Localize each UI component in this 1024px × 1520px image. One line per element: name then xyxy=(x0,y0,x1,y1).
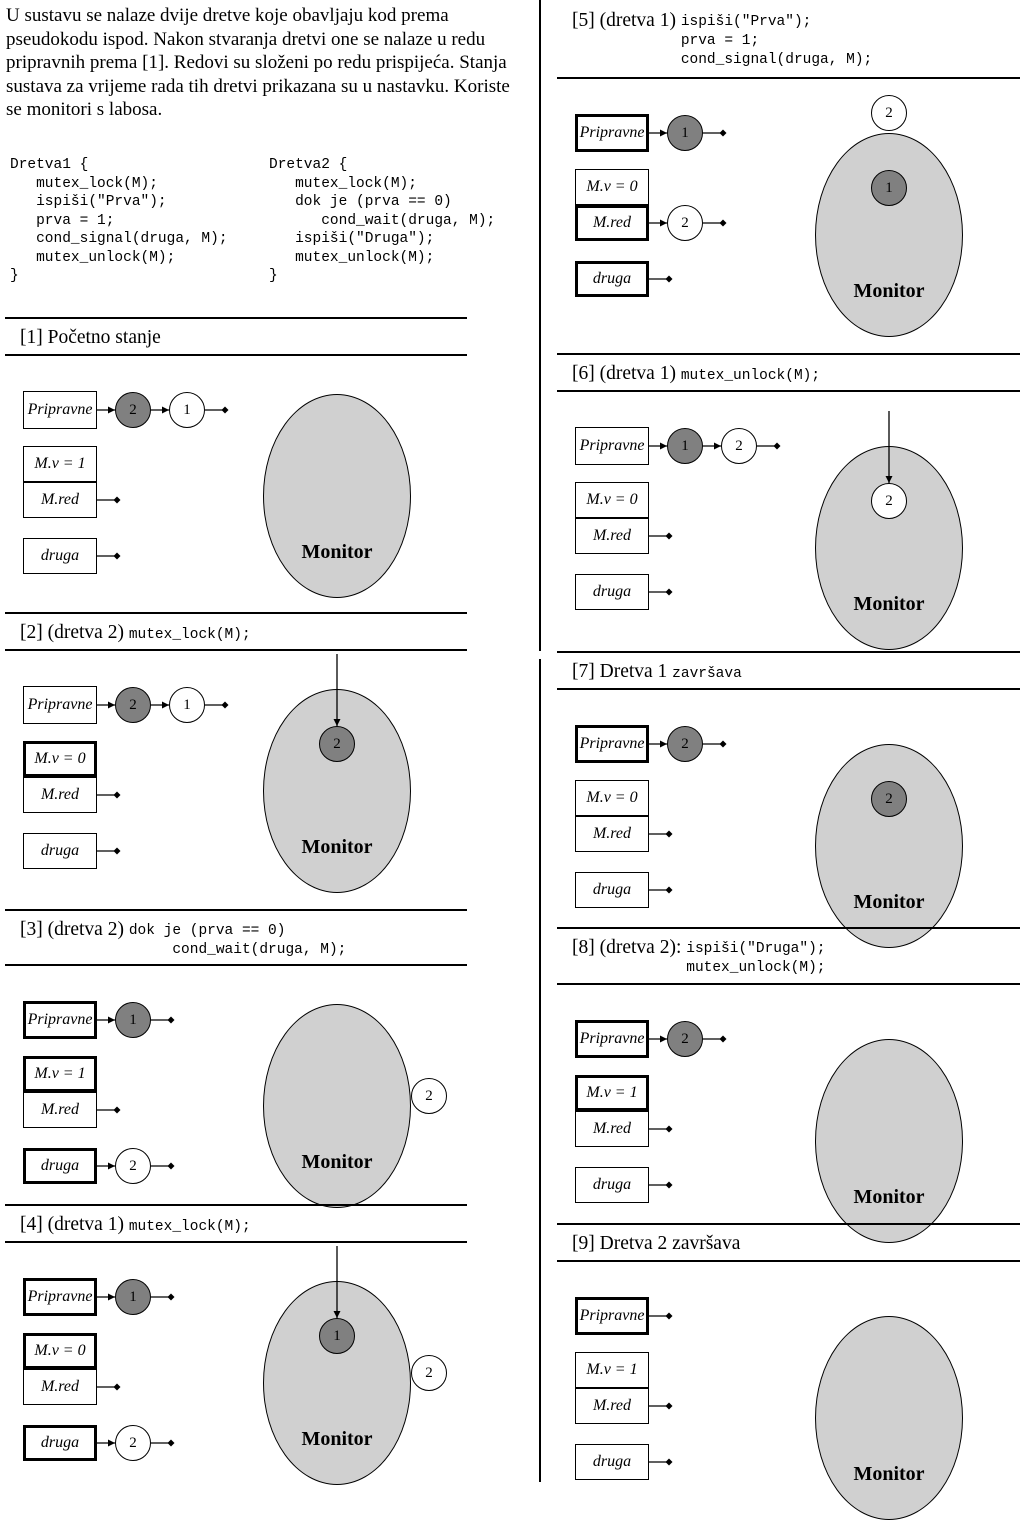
step-4-top-rule xyxy=(5,1204,467,1206)
step-3-pripravne-box: Pripravne xyxy=(23,1001,97,1039)
step-2-mred-box: M.red xyxy=(23,777,97,813)
step-6-pripravne-box: Pripravne xyxy=(575,427,649,465)
step-6-pripravne-thread-2: 2 xyxy=(721,428,757,464)
step-7-title-text: [7] Dretva 1 xyxy=(572,661,673,682)
step-9-title xyxy=(572,1233,740,1255)
step-4-header-rule xyxy=(5,1241,467,1243)
step-5-pripravne-box: Pripravne xyxy=(575,114,649,152)
step-6-top-rule xyxy=(557,353,1020,355)
step-5-pripravne-end xyxy=(697,127,729,139)
step-7-pripravne-end xyxy=(697,738,729,750)
step-4-title-text: [4] (dretva 1) xyxy=(20,1214,129,1235)
step-7-monitor-thread-2: 2 xyxy=(871,781,907,817)
column-divider-top xyxy=(539,0,541,651)
step-5-monitor-label: Monitor xyxy=(853,280,925,302)
step-3-monitor xyxy=(263,1004,411,1208)
step-3-druga-box: druga xyxy=(23,1148,97,1184)
step-1-druga-box: druga xyxy=(23,538,97,574)
step-8-druga-box: druga xyxy=(575,1167,649,1203)
step-8-title-text: [8] (dretva 2): xyxy=(572,937,687,958)
step-2-monitor-thread-2: 2 xyxy=(319,726,355,762)
step-4-pripravne-thread-1: 1 xyxy=(115,1279,151,1315)
step-1-title-text: [1] Početno stanje xyxy=(20,327,161,348)
step-8-mred-end xyxy=(643,1123,675,1135)
step-5-title xyxy=(572,10,872,70)
step-4-pripravne-end xyxy=(145,1291,177,1303)
step-8-pripravne-thread-2: 2 xyxy=(667,1021,703,1057)
step-9-pripravne-end xyxy=(643,1310,675,1322)
step-2-mred-end xyxy=(91,789,123,801)
step-5-mv-box: M.v = 0 xyxy=(575,169,649,205)
step-3-mred-end xyxy=(91,1104,123,1116)
step-6-mv-box: M.v = 0 xyxy=(575,482,649,518)
step-8-mred-box: M.red xyxy=(575,1111,649,1147)
step-2-top-rule xyxy=(5,612,467,614)
step-7-druga-box: druga xyxy=(575,872,649,908)
step-7-pripravne-box: Pripravne xyxy=(575,725,649,763)
step-1-mred-box: M.red xyxy=(23,482,97,518)
step-9-pripravne-box: Pripravne xyxy=(575,1297,649,1335)
step-4-waiting-thread-2: 2 xyxy=(411,1355,447,1391)
step-4-enter-arrow xyxy=(331,1240,343,1324)
step-8-pripravne-end xyxy=(697,1033,729,1045)
step-3-title-text: [3] (dretva 2) xyxy=(20,919,129,940)
step-2-header-rule xyxy=(5,649,467,651)
step-3-title-code: dok je (prva == 0) cond_wait(druga, M); xyxy=(128,923,347,958)
step-3-druga-end xyxy=(145,1160,177,1172)
step-9-mred-end xyxy=(643,1400,675,1412)
step-6-druga-box: druga xyxy=(575,574,649,610)
step-2-druga-end xyxy=(91,845,123,857)
step-3-top-rule xyxy=(5,909,467,911)
column-divider-bottom xyxy=(539,659,541,1482)
step-7-monitor-label: Monitor xyxy=(853,891,925,913)
step-2-druga-box: druga xyxy=(23,833,97,869)
step-8-monitor-label: Monitor xyxy=(853,1186,925,1208)
step-5-header-rule xyxy=(557,77,1020,79)
code-dretva1: Dretva1 { mutex_lock(M); ispiši("Prva"); prva = 1; cond_signal(druga, M); mutex_unlock(M); } xyxy=(10,157,228,284)
step-3-pripravne-end xyxy=(145,1014,177,1026)
step-5-druga-end xyxy=(643,273,675,285)
step-7-title xyxy=(572,661,742,685)
step-1-title xyxy=(20,327,161,349)
step-6-mred-end xyxy=(643,530,675,542)
step-5-monitor-thread-1: 1 xyxy=(871,170,907,206)
step-4-monitor-label: Monitor xyxy=(301,1428,373,1450)
step-8-header-rule xyxy=(557,983,1020,985)
step-5-title-code: ispiši("Prva"); prva = 1; cond_signal(druga, M); xyxy=(680,14,873,68)
step-4-title-code: mutex_lock(M); xyxy=(128,1219,251,1235)
step-2-pripravne-thread-2: 2 xyxy=(115,687,151,723)
step-4-title xyxy=(20,1214,251,1238)
step-7-mv-box: M.v = 0 xyxy=(575,780,649,816)
step-2-pripravne-thread-1: 1 xyxy=(169,687,205,723)
step-5-druga-box: druga xyxy=(575,261,649,297)
step-9-druga-box: druga xyxy=(575,1444,649,1480)
step-8-pripravne-box: Pripravne xyxy=(575,1020,649,1058)
step-6-mred-box: M.red xyxy=(575,518,649,554)
step-7-top-rule xyxy=(557,651,1020,653)
step-4-monitor-thread-1: 1 xyxy=(319,1318,355,1354)
step-3-pripravne-thread-1: 1 xyxy=(115,1002,151,1038)
step-8-druga-end xyxy=(643,1179,675,1191)
step-8-top-rule xyxy=(557,927,1020,929)
step-1-pripravne-end xyxy=(199,404,231,416)
step-9-monitor-label: Monitor xyxy=(853,1463,925,1485)
step-4-druga-thread-2: 2 xyxy=(115,1425,151,1461)
step-1-monitor xyxy=(263,394,411,598)
step-9-monitor xyxy=(815,1316,963,1520)
step-3-title xyxy=(20,919,346,960)
step-5-signalled-thread-2: 2 xyxy=(871,95,907,131)
step-3-waiting-thread-2: 2 xyxy=(411,1078,447,1114)
step-6-monitor-thread-2: 2 xyxy=(871,483,907,519)
code-dretva2: Dretva2 { mutex_lock(M); dok je (prva == 0) cond_wait(druga, M); ispiši("Druga"); mutex_unlock(M); } xyxy=(269,157,496,284)
step-2-title-text: [2] (dretva 2) xyxy=(20,622,129,643)
step-4-mv-box: M.v = 0 xyxy=(23,1333,97,1369)
step-3-druga-thread-2: 2 xyxy=(115,1148,151,1184)
step-7-pripravne-thread-2: 2 xyxy=(667,726,703,762)
step-5-mred-box: M.red xyxy=(575,205,649,241)
step-4-druga-box: druga xyxy=(23,1425,97,1461)
step-6-header-rule xyxy=(557,390,1020,392)
step-8-monitor xyxy=(815,1039,963,1243)
step-5-pripravne-thread-1: 1 xyxy=(667,115,703,151)
step-6-enter-arrow xyxy=(883,405,895,489)
step-1-druga-end xyxy=(91,550,123,562)
step-2-title xyxy=(20,622,251,646)
step-2-title-code: mutex_lock(M); xyxy=(128,627,251,643)
step-7-druga-end xyxy=(643,884,675,896)
step-2-pripravne-end xyxy=(199,699,231,711)
step-5-monitor xyxy=(815,133,963,337)
step-2-monitor-label: Monitor xyxy=(301,836,373,858)
step-7-mred-end xyxy=(643,828,675,840)
step-7-mred-box: M.red xyxy=(575,816,649,852)
step-7-header-rule xyxy=(557,688,1020,690)
step-9-header-rule xyxy=(557,1260,1020,1262)
step-1-header-rule xyxy=(5,354,467,356)
step-4-pripravne-box: Pripravne xyxy=(23,1278,97,1316)
step-1-pripravne-thread-1: 1 xyxy=(169,392,205,428)
step-6-druga-end xyxy=(643,586,675,598)
step-3-mv-box: M.v = 1 xyxy=(23,1056,97,1092)
step-5-mred-end xyxy=(697,217,729,229)
step-4-mred-box: M.red xyxy=(23,1369,97,1405)
step-8-mv-box: M.v = 1 xyxy=(575,1075,649,1111)
step-4-druga-end xyxy=(145,1437,177,1449)
intro-text: U sustavu se nalaze dvije dretve koje obavljaju kod prema pseudokodu ispod. Nakon stvaranja dretvi one se nalaze u redu pripravnih prema [1]. Redovi su složeni po redu prispijeća. Stanja sustava za vrijeme rada tih dretvi prikazana su u nastavku. Koriste se monitori s labosa. xyxy=(6,5,510,120)
step-9-title-text: [9] Dretva 2 završava xyxy=(572,1233,741,1254)
step-6-pripravne-thread-1: 1 xyxy=(667,428,703,464)
step-2-pripravne-box: Pripravne xyxy=(23,686,97,724)
step-3-mred-box: M.red xyxy=(23,1092,97,1128)
step-3-monitor-label: Monitor xyxy=(301,1151,373,1173)
step-4-mred-end xyxy=(91,1381,123,1393)
step-3-header-rule xyxy=(5,964,467,966)
step-1-mv-box: M.v = 1 xyxy=(23,446,97,482)
step-9-druga-end xyxy=(643,1456,675,1468)
step-8-title xyxy=(572,937,825,978)
step-9-top-rule xyxy=(557,1223,1020,1225)
step-7-monitor xyxy=(815,744,963,948)
step-8-title-code: ispiši("Druga"); mutex_unlock(M); xyxy=(686,941,826,976)
step-1-monitor-label: Monitor xyxy=(301,541,373,563)
step-1-pripravne-thread-2: 2 xyxy=(115,392,151,428)
step-1-mred-end xyxy=(91,494,123,506)
step-2-mv-box: M.v = 0 xyxy=(23,741,97,777)
step-1-pripravne-box: Pripravne xyxy=(23,391,97,429)
step-5-title-text: [5] (dretva 1) xyxy=(572,10,681,31)
step-6-title-text: [6] (dretva 1) xyxy=(572,363,681,384)
step-7-title-code: završava xyxy=(672,666,742,682)
step-9-mv-box: M.v = 1 xyxy=(575,1352,649,1388)
step-9-mred-box: M.red xyxy=(575,1388,649,1424)
step-6-title-code: mutex_unlock(M); xyxy=(680,368,821,384)
step-2-enter-arrow xyxy=(331,648,343,732)
step-6-title xyxy=(572,363,820,387)
step-6-pripravne-end xyxy=(751,440,783,452)
step-5-mred-thread-2: 2 xyxy=(667,205,703,241)
step-6-monitor-label: Monitor xyxy=(853,593,925,615)
step-1-top-rule xyxy=(5,317,467,319)
